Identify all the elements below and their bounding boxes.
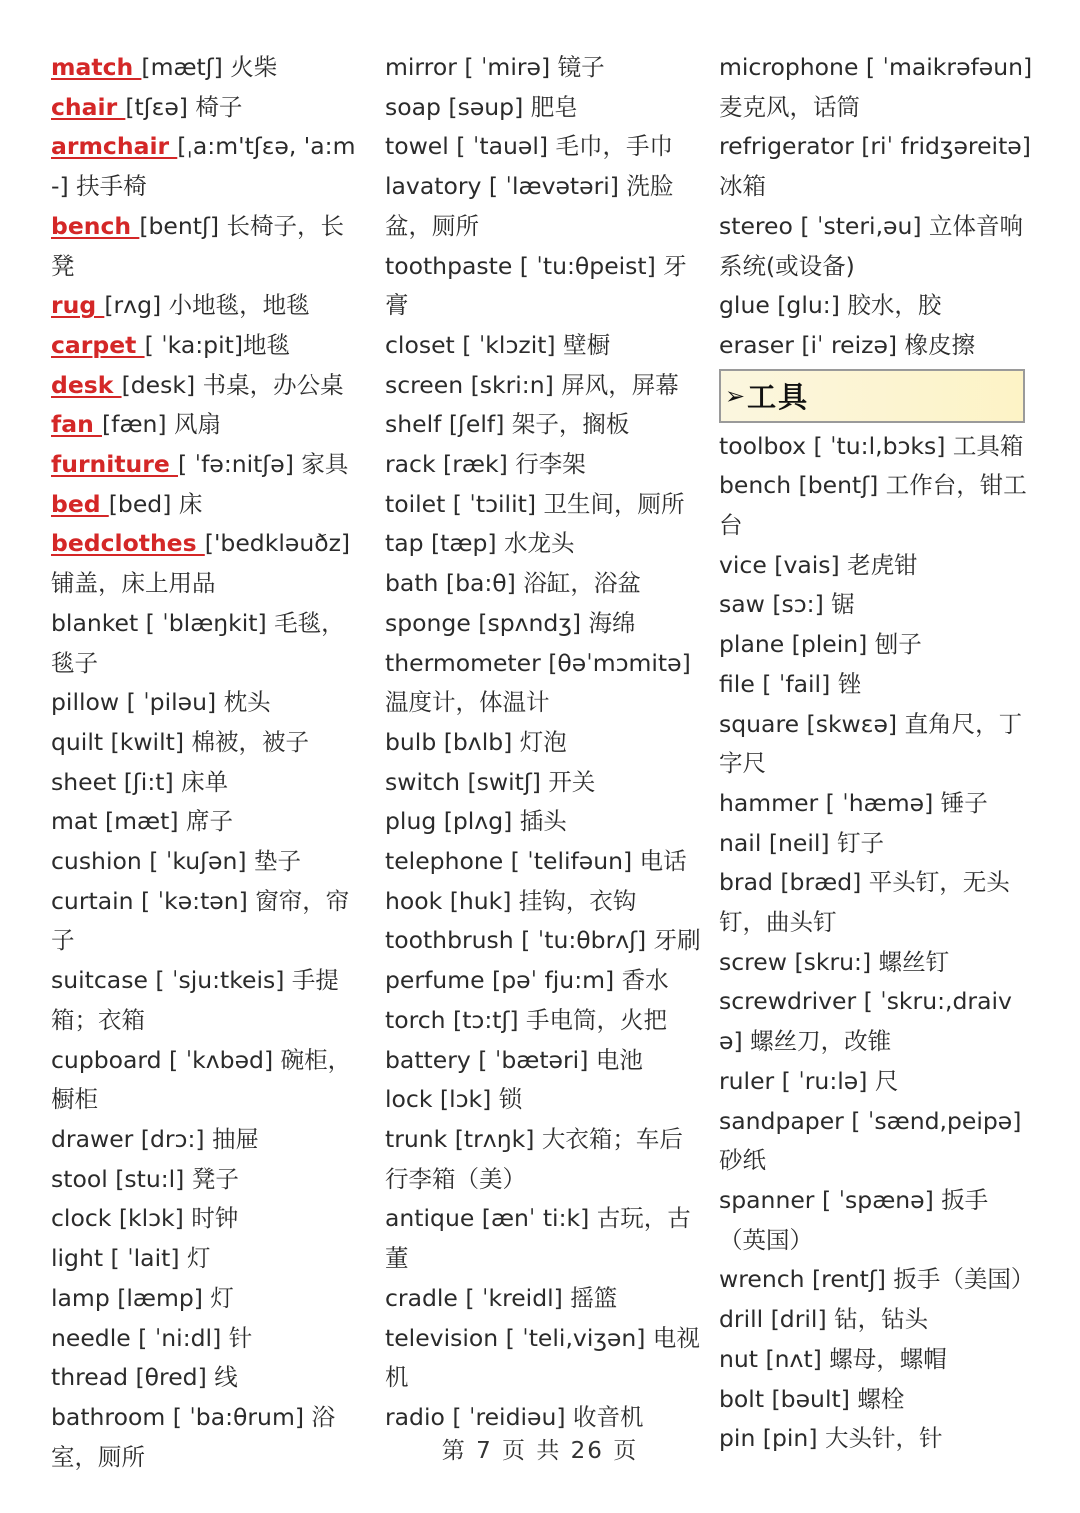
entry-text: [ ˈka:pit]地毯 — [144, 330, 291, 359]
entry-text: eraser [iˈ reizə] 橡皮擦 — [719, 330, 976, 359]
vocab-entry — [719, 585, 1035, 625]
vocab-entry — [385, 127, 701, 167]
vocab-entry — [385, 1080, 701, 1120]
vocab-entry — [385, 88, 701, 128]
entry-text: [fæn] 风扇 — [102, 410, 222, 439]
entry-text: hook [huk] 挂钩，衣钩 — [385, 886, 637, 915]
vocab-entry — [385, 1001, 701, 1041]
entry-text: vice [vais] 老虎钳 — [719, 550, 918, 579]
vocab-entry — [385, 604, 701, 644]
vocab-entry — [385, 405, 701, 445]
entry-text: toothbrush [ ˈtu:θbrʌʃ] 牙刷 — [385, 926, 701, 955]
vocab-column-2 — [385, 48, 701, 1438]
vocab-entry — [719, 48, 1035, 127]
entry-text: light [ ˈlait] 灯 — [51, 1244, 211, 1273]
entry-text: screwdriver [ ˈskru:,draivə] 螺丝刀，改锥 — [719, 987, 1012, 1056]
entry-text: square [skwɛə] 直角尺，丁字尺 — [719, 709, 1023, 778]
entry-text: battery [ ˈbætəri] 电池 — [385, 1045, 643, 1074]
entry-text: nail [neil] 钉子 — [719, 828, 885, 857]
vocab-entry — [51, 366, 367, 406]
entry-text: plane [plein] 刨子 — [719, 630, 922, 659]
entry-text: pin [pin] 大头针，针 — [719, 1424, 943, 1453]
entry-text: drawer [drɔ:] 抽屉 — [51, 1124, 260, 1153]
vocab-entry — [51, 207, 367, 286]
arrow-right-icon: ➢ — [725, 381, 746, 410]
entry-text: [ ˈfə:nitʃə] 家具 — [178, 450, 349, 479]
entry-text: telephone [ ˈtelifəun] 电话 — [385, 847, 687, 876]
vocab-entry — [51, 445, 367, 485]
vocab-entry — [385, 366, 701, 406]
entry-text: torch [tɔ:tʃ] 手电筒，火把 — [385, 1005, 667, 1034]
vocab-entry — [51, 763, 367, 803]
vocab-entry — [719, 982, 1035, 1061]
entry-text: stool [stu:l] 凳子 — [51, 1164, 239, 1193]
entry-text: [tʃɛə] 椅子 — [125, 92, 243, 121]
entry-text: ['bedkləuðz] 铺盖，床上用品 — [51, 529, 351, 598]
entry-text: toilet [ ˈtɔilit] 卫生间，厕所 — [385, 489, 685, 518]
entry-text: ruler [ ˈru:lə] 尺 — [719, 1066, 899, 1095]
entry-text: tap [tæp] 水龙头 — [385, 529, 575, 558]
vocab-entry — [51, 524, 367, 603]
entry-text: perfume [pəˈ fju:m] 香水 — [385, 966, 669, 995]
entry-text: [ˌa:m'tʃɛə, 'a:m-] 扶手椅 — [51, 132, 356, 201]
entry-text: rack [ræk] 行李架 — [385, 450, 586, 479]
vocab-entry — [51, 1358, 367, 1398]
highlighted-word: armchair — [51, 132, 178, 161]
vocab-entry — [719, 1062, 1035, 1102]
entry-text: bulb [bʌlb] 灯泡 — [385, 727, 567, 756]
vocab-entry — [51, 1160, 367, 1200]
entry-text: [rʌg] 小地毯，地毯 — [104, 291, 310, 320]
entry-text: thermometer [θəˈmɔmitə] 温度计，体温计 — [385, 648, 691, 717]
entry-text: towel [ ˈtauəl] 毛巾，手巾 — [385, 132, 674, 161]
entry-text: sponge [spʌndʒ] 海绵 — [385, 608, 636, 637]
vocab-entry — [385, 763, 701, 803]
entry-text: thread [θred] 线 — [51, 1363, 238, 1392]
entry-text: bench [bentʃ] 工作台，钳工台 — [719, 471, 1027, 540]
vocab-entry — [51, 802, 367, 842]
vocab-entry — [51, 326, 367, 366]
entry-text: soap [səup] 肥皂 — [385, 92, 578, 121]
vocab-entry — [51, 882, 367, 961]
entry-text: lavatory [ ˈlævətəri] 洗脸盆，厕所 — [385, 172, 674, 240]
entry-text: [bed] 床 — [108, 489, 203, 518]
highlighted-word: rug — [51, 291, 105, 320]
entry-text: cradle [ ˈkreidl] 摇篮 — [385, 1283, 618, 1312]
entry-text: refrigerator [riˈ fridʒəreitə] 冰箱 — [719, 132, 1031, 201]
entry-text: needle [ ˈni:dl] 针 — [51, 1323, 253, 1352]
entry-text: antique [ænˈ ti:k] 古玩，古董 — [385, 1204, 691, 1273]
vocab-entry — [51, 127, 367, 206]
entry-text: pillow [ ˈpiləu] 枕头 — [51, 688, 271, 717]
vocab-entry — [719, 1340, 1035, 1380]
vocab-entry — [51, 1279, 367, 1319]
highlighted-word: chair — [51, 92, 126, 121]
entry-text: blanket [ ˈblæŋkit] 毛毯，毯子 — [51, 608, 345, 677]
vocab-entry — [51, 683, 367, 723]
entry-text: sheet [ʃi:t] 床单 — [51, 767, 229, 796]
vocab-entry — [719, 427, 1035, 467]
entry-text: closet [ ˈklɔzit] 壁橱 — [385, 330, 611, 359]
vocab-entry — [719, 705, 1035, 784]
entry-text: brad [bræd] 平头钉，无头钉，曲头钉 — [719, 868, 1010, 937]
entry-text: television [ ˈteli,viʒən] 电视机 — [385, 1323, 700, 1392]
entry-text: shelf [ʃelf] 架子，搁板 — [385, 410, 630, 439]
vocab-entry — [51, 842, 367, 882]
vocab-entry — [719, 127, 1035, 206]
vocab-entry — [51, 961, 367, 1040]
vocab-entry — [719, 326, 1035, 366]
vocab-entry — [51, 88, 367, 128]
highlighted-word: carpet — [51, 330, 145, 359]
vocab-entry — [385, 842, 701, 882]
entry-text: lamp [læmp] 灯 — [51, 1283, 234, 1312]
highlighted-word: desk — [51, 370, 122, 399]
vocab-entry — [385, 961, 701, 1001]
vocab-entry — [51, 1239, 367, 1279]
vocab-entry — [719, 625, 1035, 665]
highlighted-word: bed — [51, 489, 109, 518]
entry-text: cupboard [ ˈkʌbəd] 碗柜，橱柜 — [51, 1045, 352, 1114]
vocab-entry — [719, 784, 1035, 824]
entry-text: toothpaste [ ˈtu:θpeist] 牙膏 — [385, 251, 687, 320]
entry-text: file [ ˈfail] 锉 — [719, 669, 862, 698]
entry-text: bath [ba:θ] 浴缸，浴盆 — [385, 569, 641, 598]
vocab-entry — [385, 802, 701, 842]
entry-text: [bentʃ] 长椅子，长凳 — [51, 211, 345, 280]
vocab-entry — [719, 824, 1035, 864]
highlighted-word: furniture — [51, 450, 179, 479]
vocab-entry — [385, 326, 701, 366]
vocab-entry — [719, 1380, 1035, 1420]
vocab-entry — [719, 546, 1035, 586]
vocab-entry — [719, 286, 1035, 326]
entry-text: trunk [trʌŋk] 大衣箱；车后行李箱（美） — [385, 1124, 683, 1193]
entry-text: spanner [ ˈspænə] 扳手（英国） — [719, 1185, 989, 1254]
entry-text: radio [ ˈreidiəu] 收音机 — [385, 1402, 644, 1431]
vocab-entry — [719, 1181, 1035, 1260]
highlighted-word: bench — [51, 211, 140, 240]
vocab-entry — [719, 1102, 1035, 1181]
vocab-entry — [51, 485, 367, 525]
vocab-column-1 — [51, 48, 367, 1477]
entry-text: quilt [kwilt] 棉被，被子 — [51, 727, 309, 756]
vocab-column-3 — [719, 48, 1035, 1459]
entry-text: saw [sɔ:] 锯 — [719, 590, 855, 619]
entry-text: drill [dril] 钻，钻头 — [719, 1305, 929, 1334]
vocab-entry — [719, 466, 1035, 545]
vocab-entry — [385, 644, 701, 723]
vocab-entry — [385, 445, 701, 485]
vocab-entry — [385, 524, 701, 564]
entry-text: [mætʃ] 火柴 — [141, 53, 278, 81]
entry-text: bathroom [ ˈba:θrum] 浴室，厕所 — [51, 1402, 335, 1471]
vocab-entry — [719, 207, 1035, 286]
entry-text: suitcase [ ˈsju:tkeis] 手提箱；衣箱 — [51, 966, 339, 1034]
highlighted-word: bedclothes — [51, 529, 205, 558]
entry-text: lock [lɔk] 锁 — [385, 1085, 523, 1114]
entry-text: wrench [rentʃ] 扳手（美国） — [719, 1265, 1035, 1294]
vocab-entry — [385, 564, 701, 604]
entry-text: glue [glu:] 胶水，胶 — [719, 291, 942, 320]
entry-text: sandpaper [ ˈsænd,peipə] 砂纸 — [719, 1106, 1022, 1175]
vocab-entry — [51, 1319, 367, 1359]
vocab-entry — [719, 1300, 1035, 1340]
vocab-entry — [719, 1260, 1035, 1300]
entry-text: stereo [ ˈsteri,əu] 立体音响系统(或设备) — [719, 211, 1024, 280]
vocab-entry — [385, 1041, 701, 1081]
page-number-footer: 第 7 页 共 26 页 — [441, 1438, 639, 1464]
entry-text: clock [klɔk] 时钟 — [51, 1204, 239, 1233]
highlighted-word: fan — [51, 410, 102, 439]
vocab-entry — [385, 247, 701, 326]
entry-text: cushion [ ˈkuʃən] 垫子 — [51, 847, 301, 876]
vocab-entry — [51, 48, 367, 88]
entry-text: curtain [ ˈkə:tən] 窗帘，帘子 — [51, 886, 350, 955]
vocab-entry — [51, 723, 367, 763]
vocab-entry — [51, 1120, 367, 1160]
vocab-entry — [51, 405, 367, 445]
vocab-entry — [385, 1120, 701, 1199]
vocab-entry — [385, 167, 701, 246]
section-title: 工具 — [747, 380, 810, 415]
entry-text: switch [switʃ] 开关 — [385, 767, 596, 796]
entry-text: hammer [ ˈhæmə] 锤子 — [719, 788, 988, 817]
vocab-entry — [51, 1041, 367, 1120]
entry-text: mat [mæt] 席子 — [51, 807, 233, 836]
highlighted-word: match — [51, 53, 142, 81]
vocab-entry — [385, 485, 701, 525]
entry-text: nut [nʌt] 螺母，螺帽 — [719, 1344, 947, 1373]
entry-text: bolt [bəult] 螺栓 — [719, 1384, 905, 1413]
vocab-entry — [51, 604, 367, 683]
entry-text: plug [plʌg] 插头 — [385, 807, 567, 836]
vocab-entry — [51, 286, 367, 326]
entry-text: microphone [ ˈmaikrəfəun] 麦克风，话筒 — [719, 53, 1033, 121]
section-heading — [719, 369, 1025, 423]
vocab-entry — [719, 943, 1035, 983]
vocab-entry — [51, 1199, 367, 1239]
vocab-entry — [719, 863, 1035, 942]
vocab-entry — [385, 1319, 701, 1398]
entry-text: mirror [ ˈmirə] 镜子 — [385, 53, 605, 81]
vocab-entry — [719, 665, 1035, 705]
vocab-entry — [385, 882, 701, 922]
vocab-entry — [385, 1199, 701, 1278]
vocab-entry — [385, 1279, 701, 1319]
entry-text: [desk] 书桌，办公桌 — [121, 370, 344, 399]
vocab-entry — [385, 921, 701, 961]
vocab-entry — [385, 48, 701, 88]
entry-text: toolbox [ ˈtu:l,bɔks] 工具箱 — [719, 431, 1024, 460]
entry-text: screw [skru:] 螺丝钉 — [719, 947, 950, 976]
vocab-entry — [385, 723, 701, 763]
entry-text: screen [skri:n] 屏风，屏幕 — [385, 370, 679, 399]
